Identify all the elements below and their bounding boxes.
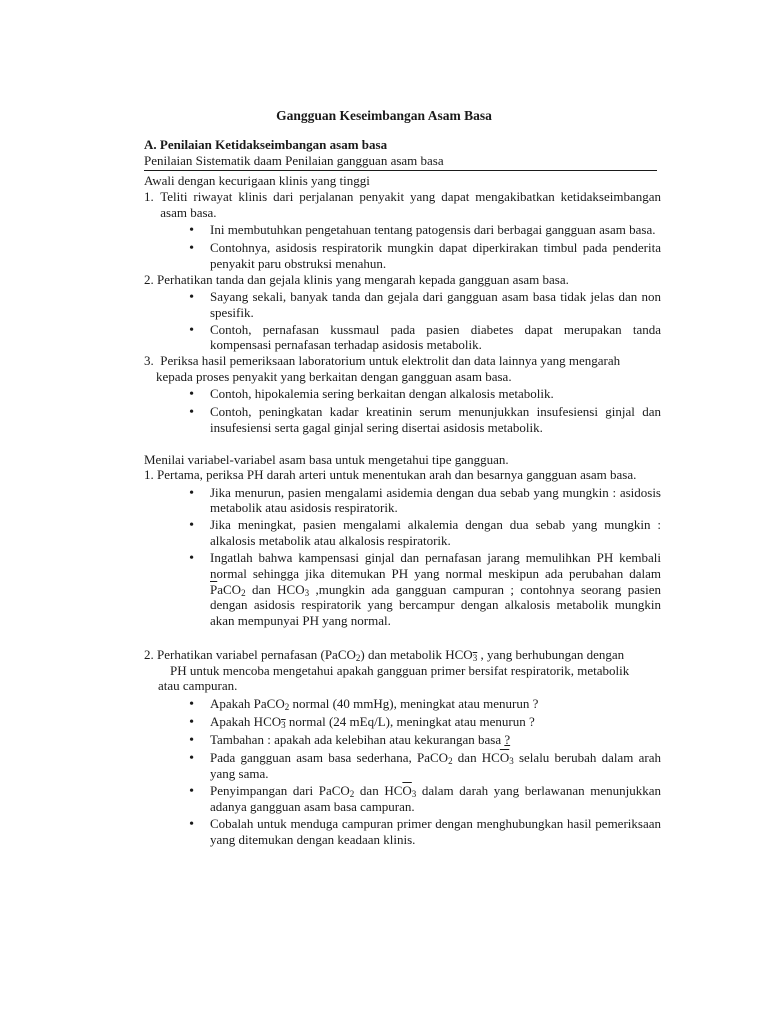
bullet-icon: [144, 550, 210, 629]
bullet-item: • Sayang sekali, banyak tanda dan gejala dari gangguan asam basa tidak jelas dan non spesifik.: [144, 289, 661, 320]
bullet-icon: [144, 222, 210, 239]
spacer: [144, 629, 661, 647]
variables-intro: Menilai variabel-variabel asam basa untuk mengetahui tipe gangguan.: [144, 451, 509, 467]
bullet-item: • Tambahan : apakah ada kelebihan atau kekurangan basa ?: [144, 732, 661, 749]
bullet-item: • Jika meningkat, pasien mengalami alkalemia dengan dua sebab yang mungkin : alkalosis metabolik atau alkalosis respiratorik.: [144, 517, 661, 548]
bullet-item: • Ingatlah bahwa kampensasi ginjal dan pernafasan jarang memulihkan PH kembali normal sehingga jika ditemukan PH yang normal meskipun ada perubahan dalam $\overline{P}aCO_2$ dan $HCO_3$ ,mungkin ada gangguan campuran ; contohnya seorang pasien dengan asidosis respiratorik yang bercampur dengan alkalosis metabolik mungkin akan mempunyai PH yang normal.: [144, 550, 661, 629]
item-continuation: atau campuran.: [158, 678, 238, 694]
variables-item-2: 2. Perhatikan variabel pernafasan (PaCO$_2$) dan metabolik $HCO_3$ , yang berhubungan dengan: [144, 646, 625, 663]
item-number: 3.: [144, 353, 161, 369]
item-number: 1.: [144, 189, 161, 205]
item-text: Periksa hasil pemeriksaan laboratorium untuk elektrolit dan data lainnya yang mengarah: [160, 353, 621, 369]
variables-item-1: [144, 467, 661, 483]
bullet-item: • Penyimpangan dari PaCO$_2$ dan $HC\overline{O}_3$ dalam darah yang berlawanan menunjukkan adanya gangguan asam basa campuran.: [144, 783, 661, 814]
bullet-icon: [144, 696, 210, 713]
bullet-item: • Cobalah untuk menduga campuran primer dengan menghubungkan hasil pemeriksaan yang ditemukan dengan keadaan klinis.: [144, 816, 661, 847]
bullet-list: [144, 696, 661, 848]
bullet-item: • Jika menurun, pasien mengalami asidemia dengan dua sebab yang mungkin : asidosis metabolik atau asidosis respiratorik.: [144, 485, 661, 516]
horizontal-rule: [144, 170, 657, 171]
bullet-icon: [144, 750, 210, 781]
item-text: Pertama, periksa PH darah arteri untuk menentukan arah dan besarnya gangguan asam basa.: [157, 467, 637, 483]
item-text: Perhatikan tanda dan gejala klinis yang mengarah kepada gangguan asam basa.: [157, 271, 569, 287]
item-text: Teliti riwayat klinis dari perjalanan penyakit yang dapat mengakibatkan ketidakseimbangan asam basa.: [160, 189, 661, 220]
bullet-icon: [144, 732, 210, 749]
section-a-subtitle: Penilaian Sistematik daam Penilaian gangguan asam basa: [144, 152, 444, 168]
bullet-icon: [144, 386, 210, 403]
bullet-item: • Apakah PaCO$_2$ normal (40 mmHg), meningkat atau menurun ?: [144, 696, 661, 713]
spacer: [144, 436, 661, 452]
bullet-icon: [144, 485, 210, 516]
section-a-heading: A. Penilaian Ketidakseimbangan asam basa: [144, 137, 388, 152]
bullet-item: • Pada gangguan asam basa sederhana, PaCO$_2$ dan $HC\overline{O}_3$ selalu berubah dalam arah yang sama.: [144, 750, 661, 781]
bullet-item: • Apakah $HCO_3$ normal (24 mEq/L), meningkat atau menurun ?: [144, 714, 661, 731]
numbered-item-1: [144, 189, 661, 220]
bullet-icon: [144, 404, 210, 435]
bullet-list: [144, 485, 661, 629]
bullet-icon: [144, 517, 210, 548]
bullet-list: [144, 222, 661, 272]
bullet-icon: [144, 240, 210, 271]
item-number: 2.: [144, 271, 157, 287]
numbered-item-3: [144, 353, 661, 369]
document-title: Gangguan Keseimbangan Asam Basa: [276, 108, 492, 123]
item-number: 1.: [144, 467, 157, 483]
numbered-item-2: [144, 272, 661, 288]
bullet-icon: [144, 816, 210, 847]
item-continuation: kepada proses penyakit yang berkaitan dengan gangguan asam basa.: [156, 368, 512, 384]
item-continuation: PH untuk mencoba mengetahui apakah gangguan primer bersifat respiratorik, metabolik: [170, 662, 630, 678]
bullet-item: • Ini membutuhkan pengetahuan tentang patogensis dari berbagai gangguan asam basa.: [144, 222, 661, 239]
section-a-intro: Awali dengan kecurigaan klinis yang tinggi: [144, 173, 370, 189]
bullet-item: • Contoh, peningkatan kadar kreatinin serum menunjukkan insufesiensi ginjal dan insufesiensi serta gagal ginjal sering disertai asidosis metabolik.: [144, 404, 661, 435]
bullet-icon: [144, 714, 210, 731]
bullet-item: • Contohnya, asidosis respiratorik mungkin dapat diperkirakan timbul pada penderita penyakit paru obstruksi menahun.: [144, 240, 661, 271]
bullet-icon: [144, 289, 210, 320]
bullet-list: [144, 386, 661, 436]
document-body: [144, 137, 661, 847]
bullet-icon: [144, 322, 210, 353]
bullet-icon: [144, 783, 210, 814]
bullet-item: • Contoh, pernafasan kussmaul pada pasien diabetes dapat merupakan tanda kompensasi pernafasan terhadap asidosis metabolik.: [144, 322, 661, 353]
bullet-item: • Contoh, hipokalemia sering berkaitan dengan alkalosis metabolik.: [144, 386, 661, 403]
bullet-list: [144, 289, 661, 353]
